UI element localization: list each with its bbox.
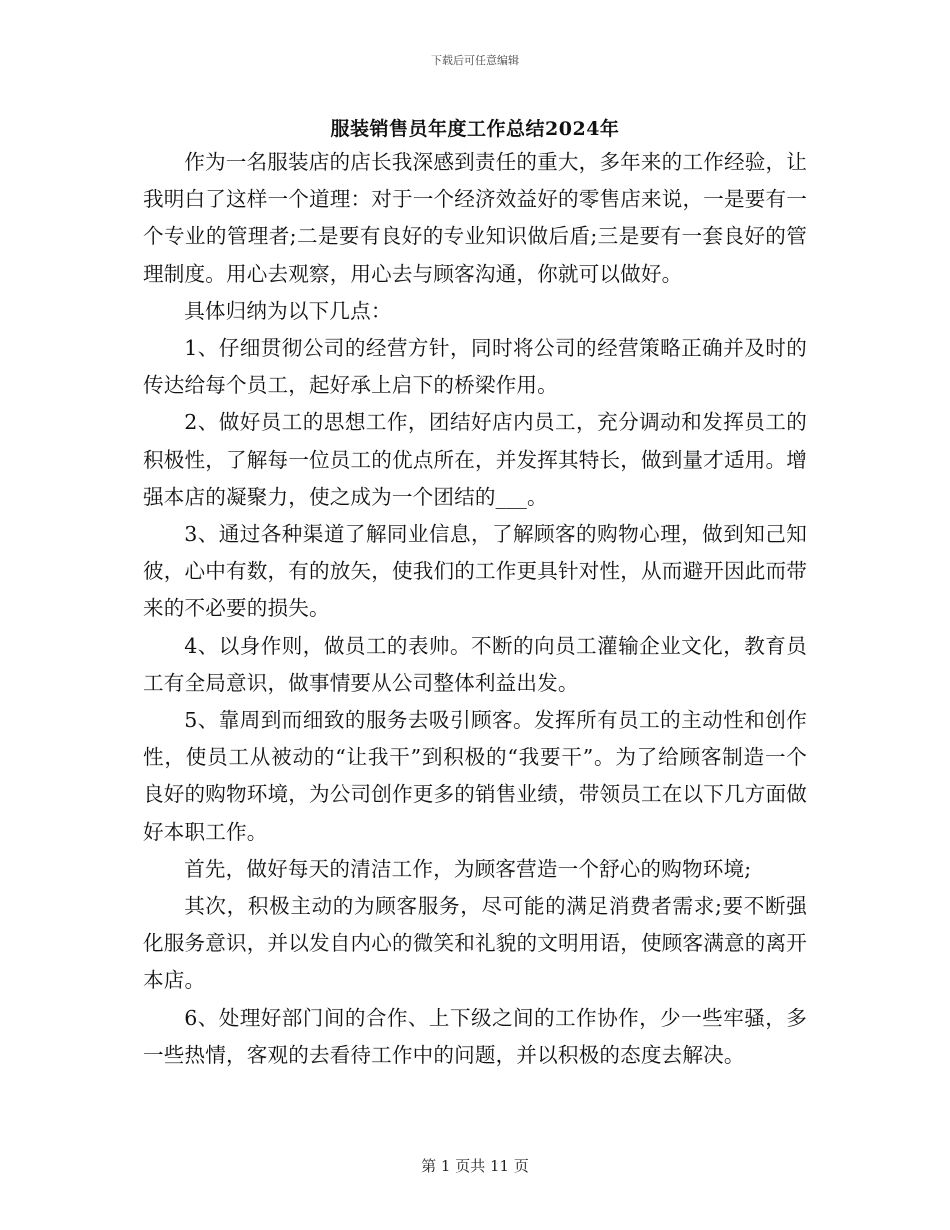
paragraph-point-4: 4、以身作则，做员工的表帅。不断的向员工灌输企业文化，教育员工有全局意识，做事情要从公司整体利益出发。 xyxy=(143,633,807,695)
paragraph-summary-lead: 具体归纳为以下几点： xyxy=(184,298,392,323)
paragraph-intro: 作为一名服装店的店长我深感到责任的重大，多年来的工作经验，让我明白了这样一个道理：对于一个经济效益好的零售店来说，一是要有一个专业的管理者;二是要有良好的专业知识做后盾;三是要有一套良好的管理制度。用心去观察，用心去与顾客沟通，你就可以做好。 xyxy=(143,150,807,286)
document-title: 服装销售员年度工作总结2024年 xyxy=(330,118,620,140)
paragraph-point-1: 1、仔细贯彻公司的经营方针，同时将公司的经营策略正确并及时的传达给每个员工，起好承上启下的桥梁作用。 xyxy=(143,336,807,398)
paragraph-point-2: 2、做好员工的思想工作，团结好店内员工，充分调动和发挥员工的积极性，了解每一位员工的优点所在，并发挥其特长，做到量才适用。增强本店的凝聚力，使之成为一个团结的___。 xyxy=(143,410,807,509)
page-footer-number: 第 1 页共 11 页 xyxy=(421,1157,529,1175)
paragraph-second: 其次，积极主动的为顾客服务，尽可能的满足消费者需求;要不断强化服务意识，并以发自内心的微笑和礼貌的文明用语，使顾客满意的离开本店。 xyxy=(143,894,807,993)
paragraph-point-6: 6、处理好部门间的合作、上下级之间的工作协作，少一些牢骚，多一些热情，客观的去看待工作中的问题，并以积极的态度去解决。 xyxy=(143,1005,807,1067)
paragraph-point-3: 3、通过各种渠道了解同业信息，了解顾客的购物心理，做到知己知彼，心中有数，有的放矢，使我们的工作更具针对性，从而避开因此而带来的不必要的损失。 xyxy=(143,522,807,621)
paragraph-point-5: 5、靠周到而细致的服务去吸引顾客。发挥所有员工的主动性和创作性，使员工从被动的“让我干”到积极的“我要干”。为了给顾客制造一个良好的购物环境，为公司创作更多的销售业绩，带领员工在以下几方面做好本职工作。 xyxy=(143,708,807,844)
page-header-note: 下载后可任意编辑 xyxy=(431,54,519,67)
document-body xyxy=(143,144,807,1074)
paragraph-first: 首先，做好每天的清洁工作，为顾客营造一个舒心的购物环境; xyxy=(184,856,752,881)
